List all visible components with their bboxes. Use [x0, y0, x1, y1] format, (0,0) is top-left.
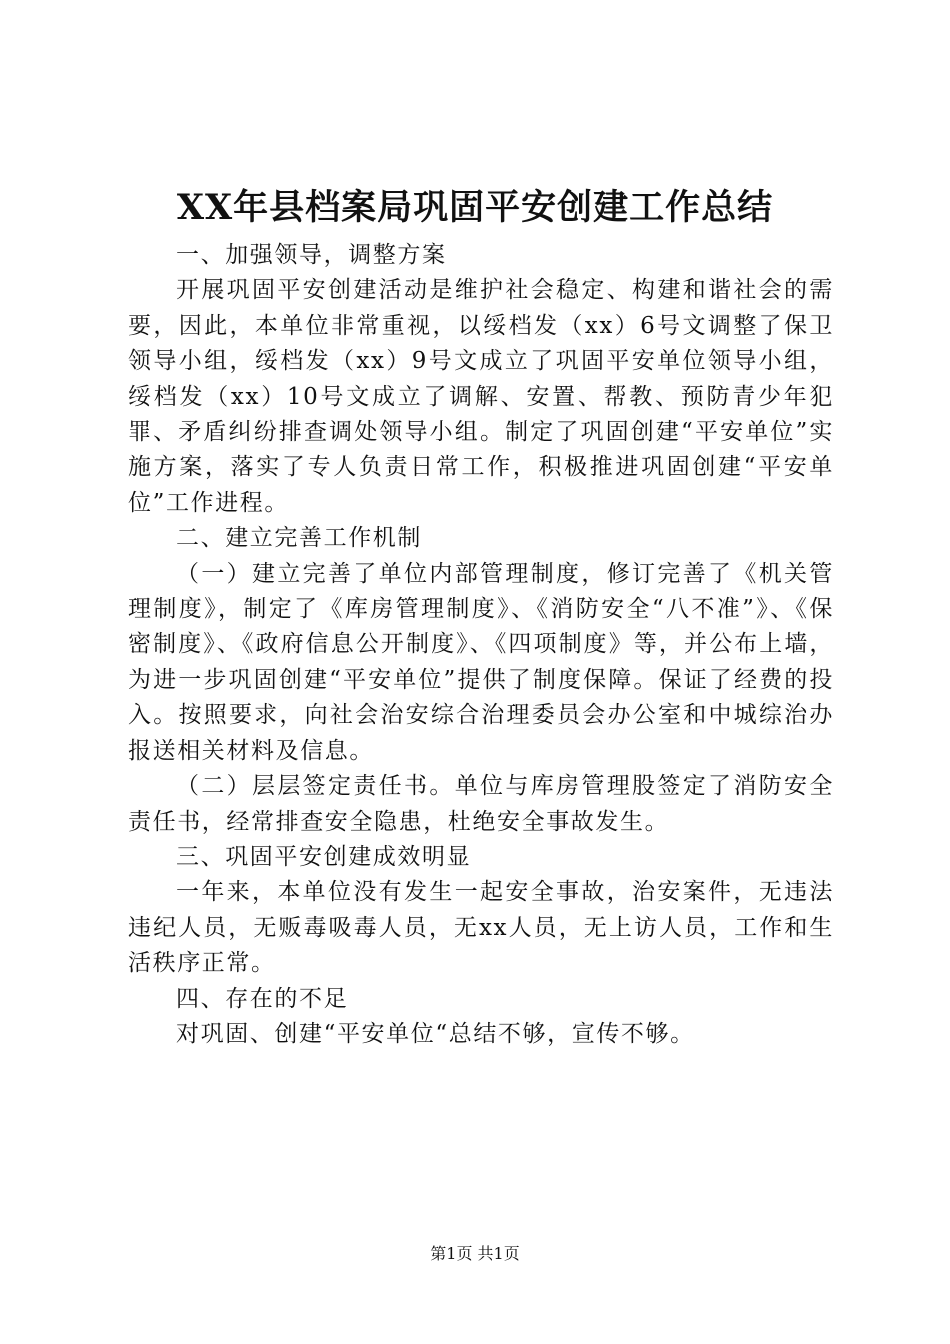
section-heading-3: 三、巩固平安创建成效明显 [176, 843, 472, 870]
paragraph-4: 一年来，本单位没有发生一起安全事故，治安案件，无违法违纪人员，无贩毒吸毒人员，无xx人员，无上访人员，工作和生活秩序正常。 [128, 879, 834, 977]
paragraph-3: （二）层层签定责任书。单位与库房管理股签定了消防安全责任书，经常排查安全隐患，杜绝安全事故发生。 [128, 773, 834, 835]
document-title: XX年县档案局巩固平安创建工作总结 [176, 187, 774, 228]
paragraph-5: 对巩固、创建“平安单位“总结不够，宣传不够。 [176, 1020, 695, 1047]
section-heading-4: 四、存在的不足 [176, 985, 349, 1012]
paragraph-1: 开展巩固平安创建活动是维护社会稳定、构建和谐社会的需要，因此，本单位非常重视，以绥档发（xx）6号文调整了保卫领导小组，绥档发（xx）9号文成立了巩固平安单位领导小组，绥档发（xx）10号文成立了调解、安置、帮教、预防青少年犯罪、矛盾纠纷排查调处领导小组。制定了巩固创建“平安单位”实施方案，落实了专人负责日常工作，积极推进巩固创建“平安单位”工作进程。 [128, 277, 834, 516]
page-footer: 第1页 共1页 [430, 1244, 520, 1263]
section-heading-2: 二、建立完善工作机制 [176, 525, 422, 552]
document-body [128, 238, 834, 1052]
section-heading-1: 一、加强领导，调整方案 [176, 242, 447, 268]
paragraph-2: （一）建立完善了单位内部管理制度，修订完善了《机关管理制度》，制定了《库房管理制度》、《消防安全“八不准”》、《保密制度》、《政府信息公开制度》、《四项制度》等，并公布上墙，为进一步巩固创建“平安单位”提供了制度保障。保证了经费的投入。按照要求，向社会治安综合治理委员会办公室和中城综治办报送相关材料及信息。 [128, 560, 834, 764]
